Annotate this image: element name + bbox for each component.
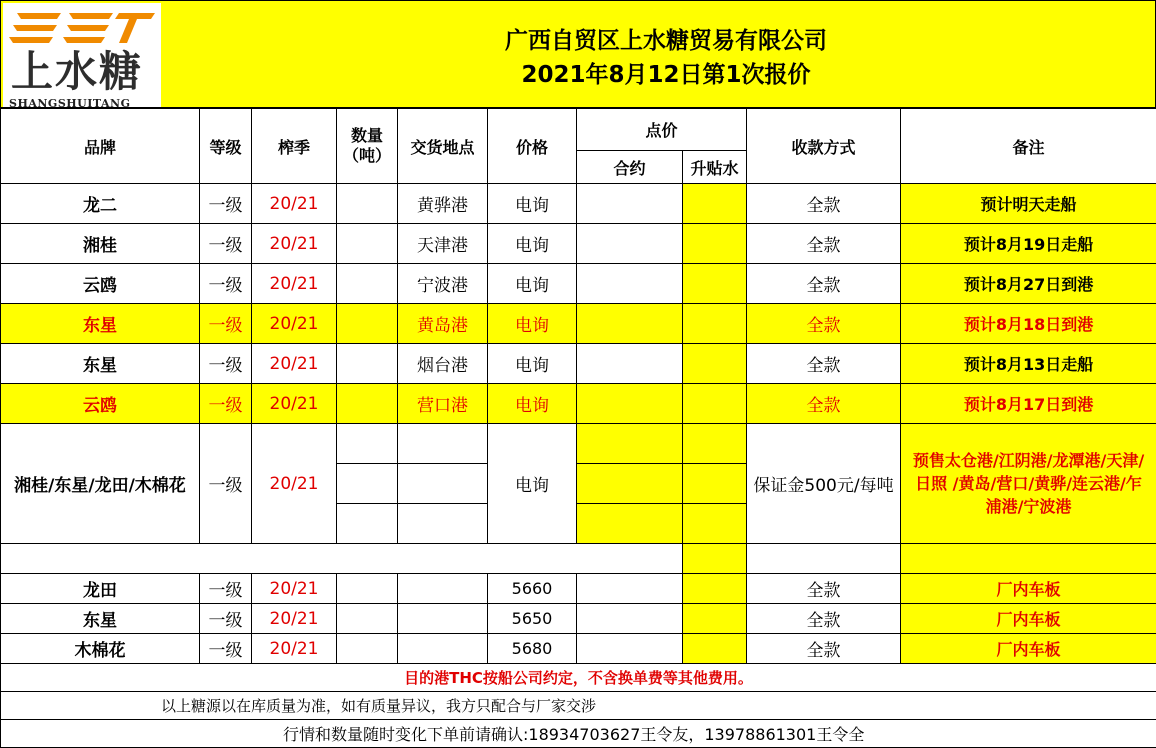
company-logo — [3, 3, 161, 110]
cell-premium — [683, 184, 747, 224]
col-contract: 合约 — [577, 151, 683, 184]
cell-season: 20/21 — [252, 184, 337, 224]
cell-price: 电询 — [488, 224, 577, 264]
cell-quantity — [337, 184, 398, 224]
cell-delivery — [398, 574, 488, 604]
cell-remark: 厂内车板 — [901, 574, 1156, 604]
contact-note: 行情和数量随时变化下单前请确认:18934703627王令友，13978861301王令全 — [1, 720, 1156, 748]
cell-brand: 东星 — [1, 304, 200, 344]
cell-delivery — [398, 604, 488, 634]
col-season: 榨季 — [252, 109, 337, 184]
cell-remark: 预计8月18日到港 — [901, 304, 1156, 344]
cell-remark: 预计8月19日走船 — [901, 224, 1156, 264]
cell-brand: 湘桂 — [1, 224, 200, 264]
cell-payment: 全款 — [747, 184, 901, 224]
cell-premium — [683, 634, 747, 664]
cell-brand: 云鸥 — [1, 384, 200, 424]
col-price: 价格 — [488, 109, 577, 184]
cell-quantity — [337, 604, 398, 634]
col-delivery: 交货地点 — [398, 109, 488, 184]
cell-remark: 预计8月27日到港 — [901, 264, 1156, 304]
cell-premium — [683, 424, 747, 464]
col-brand: 品牌 — [1, 109, 200, 184]
cell-price: 5680 — [488, 634, 577, 664]
quote-title: 2021年8月12日第1次报价 — [521, 62, 811, 88]
cell-premium — [683, 224, 747, 264]
cell-remark: 厂内车板 — [901, 604, 1156, 634]
cell-remark: 预计明天走船 — [901, 184, 1156, 224]
thc-note: 目的港THC按船公司约定，不含换单费等其他费用。 — [1, 664, 1156, 692]
table-row — [1, 574, 1156, 604]
cell-season: 20/21 — [252, 424, 337, 544]
table-row — [1, 634, 1156, 664]
cell-premium — [683, 264, 747, 304]
cell-contract — [577, 464, 683, 504]
cell-delivery: 烟台港 — [398, 344, 488, 384]
header-row — [1, 109, 1156, 151]
cell-grade: 一级 — [200, 184, 252, 224]
cell-delivery: 宁波港 — [398, 264, 488, 304]
footer-row — [1, 720, 1156, 748]
cell-contract — [577, 604, 683, 634]
cell-brand: 木棉花 — [1, 634, 200, 664]
table-row — [1, 264, 1156, 304]
cell-price: 电询 — [488, 264, 577, 304]
cell-contract — [577, 504, 683, 544]
cell-delivery — [398, 424, 488, 464]
cell-brand: 湘桂/东星/龙田/木棉花 — [1, 424, 200, 544]
cell-payment: 全款 — [747, 304, 901, 344]
spacer-remark — [901, 544, 1156, 574]
cell-delivery: 营口港 — [398, 384, 488, 424]
cell-price: 电询 — [488, 344, 577, 384]
cell-payment: 全款 — [747, 604, 901, 634]
cell-premium — [683, 604, 747, 634]
cell-payment: 全款 — [747, 264, 901, 304]
cell-remark: 厂内车板 — [901, 634, 1156, 664]
cell-payment: 全款 — [747, 574, 901, 604]
presale-row — [1, 424, 1156, 464]
cell-brand: 龙田 — [1, 574, 200, 604]
cell-payment: 全款 — [747, 224, 901, 264]
cell-grade: 一级 — [200, 224, 252, 264]
cell-contract — [577, 184, 683, 224]
table-row-highlighted — [1, 384, 1156, 424]
cell-payment: 保证金500元/每吨 — [747, 424, 901, 544]
cell-quantity — [337, 634, 398, 664]
table-row — [1, 224, 1156, 264]
cell-quantity — [337, 504, 398, 544]
cell-grade: 一级 — [200, 574, 252, 604]
cell-delivery — [398, 634, 488, 664]
spacer-cell — [1, 544, 683, 574]
col-grade: 等级 — [200, 109, 252, 184]
cell-grade: 一级 — [200, 384, 252, 424]
cell-quantity — [337, 264, 398, 304]
cell-season: 20/21 — [252, 574, 337, 604]
cell-brand: 东星 — [1, 604, 200, 634]
col-payment: 收款方式 — [747, 109, 901, 184]
cell-season: 20/21 — [252, 344, 337, 384]
cell-delivery: 黄岛港 — [398, 304, 488, 344]
table-row-highlighted — [1, 304, 1156, 344]
cell-price: 电询 — [488, 304, 577, 344]
cell-remark: 预售太仓港/江阴港/龙潭港/天津/日照 /黄岛/营口/黄骅/连云港/乍浦港/宁波港 — [901, 424, 1156, 544]
col-premium: 升贴水 — [683, 151, 747, 184]
cell-contract — [577, 304, 683, 344]
cell-season: 20/21 — [252, 604, 337, 634]
cell-grade: 一级 — [200, 424, 252, 544]
cell-grade: 一级 — [200, 634, 252, 664]
cell-price: 电询 — [488, 384, 577, 424]
cell-contract — [577, 264, 683, 304]
col-quantity: 数量（吨） — [337, 109, 398, 184]
cell-grade: 一级 — [200, 344, 252, 384]
cell-contract — [577, 574, 683, 604]
col-remark: 备注 — [901, 109, 1156, 184]
cell-price: 电询 — [488, 184, 577, 224]
cell-delivery: 天津港 — [398, 224, 488, 264]
table-row — [1, 344, 1156, 384]
cell-season: 20/21 — [252, 384, 337, 424]
cell-contract — [577, 224, 683, 264]
cell-quantity — [337, 304, 398, 344]
quality-note: 以上糖源以在库质量为准，如有质量异议，我方只配合与厂家交涉 — [1, 692, 1156, 720]
cell-premium — [683, 384, 747, 424]
cell-price: 5660 — [488, 574, 577, 604]
cell-brand: 龙二 — [1, 184, 200, 224]
cell-quantity — [337, 344, 398, 384]
cell-season: 20/21 — [252, 264, 337, 304]
cell-contract — [577, 384, 683, 424]
spacer-payment — [747, 544, 901, 574]
cell-contract — [577, 424, 683, 464]
cell-delivery — [398, 464, 488, 504]
cell-payment: 全款 — [747, 384, 901, 424]
cell-delivery — [398, 504, 488, 544]
cell-quantity — [337, 574, 398, 604]
cell-grade: 一级 — [200, 304, 252, 344]
table-row — [1, 184, 1156, 224]
table-row — [1, 604, 1156, 634]
col-point-price: 点价 — [577, 109, 747, 151]
cell-payment: 全款 — [747, 634, 901, 664]
cell-contract — [577, 634, 683, 664]
cell-brand: 云鸥 — [1, 264, 200, 304]
spacer-premium — [683, 544, 747, 574]
est-logo-mark-icon — [9, 5, 155, 49]
cell-premium — [683, 304, 747, 344]
cell-grade: 一级 — [200, 264, 252, 304]
cell-grade: 一级 — [200, 604, 252, 634]
cell-season: 20/21 — [252, 304, 337, 344]
cell-price: 5650 — [488, 604, 577, 634]
footer-row — [1, 692, 1156, 720]
price-table — [0, 108, 1156, 748]
cell-delivery: 黄骅港 — [398, 184, 488, 224]
cell-quantity — [337, 424, 398, 464]
cell-brand: 东星 — [1, 344, 200, 384]
cell-premium — [683, 574, 747, 604]
cell-quantity — [337, 464, 398, 504]
footer-row — [1, 664, 1156, 692]
cell-price: 电询 — [488, 424, 577, 544]
cell-season: 20/21 — [252, 224, 337, 264]
cell-contract — [577, 344, 683, 384]
cell-remark: 预计8月17日到港 — [901, 384, 1156, 424]
cell-quantity — [337, 224, 398, 264]
sheet-header — [0, 0, 1156, 108]
logo-english-name: SHANGSHUITANG — [9, 97, 131, 110]
cell-quantity — [337, 384, 398, 424]
cell-premium — [683, 464, 747, 504]
cell-premium — [683, 344, 747, 384]
cell-payment: 全款 — [747, 344, 901, 384]
spacer-row — [1, 544, 1156, 574]
cell-season: 20/21 — [252, 634, 337, 664]
logo-chinese-name: 上水糖 — [11, 47, 144, 96]
cell-remark: 预计8月13日走船 — [901, 344, 1156, 384]
cell-premium — [683, 504, 747, 544]
company-name: 广西自贸区上水糖贸易有限公司 — [505, 28, 827, 54]
